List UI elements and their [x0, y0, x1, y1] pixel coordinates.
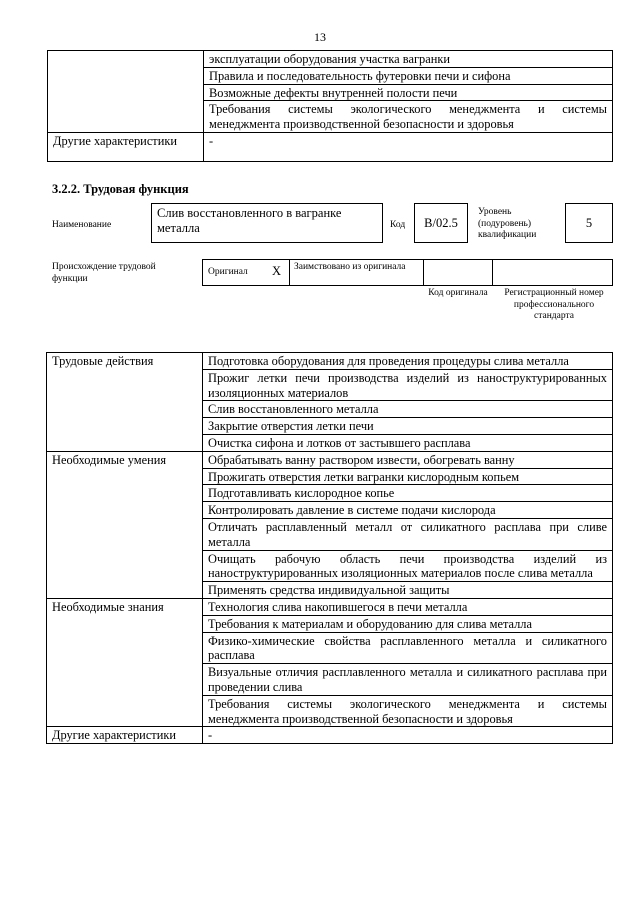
table-row — [47, 598, 613, 615]
level-label: Уровень (подуровень) квалификации — [478, 207, 537, 240]
row-item: Правила и последовательность футеровки печи и сифона — [204, 67, 613, 84]
code-label: Код — [390, 220, 406, 230]
row-label: Необходимые знания — [47, 598, 203, 726]
original-mark: X — [272, 264, 282, 278]
level-value: 5 — [585, 216, 593, 230]
row-item: Физико-химические свойства расплавленного металла и силикатного расплава — [203, 632, 613, 664]
row-label — [48, 51, 204, 133]
table-row — [48, 132, 613, 161]
row-item: Слив восстановленного металла — [203, 401, 613, 418]
origin-divider — [289, 259, 290, 286]
row-item: Требования системы экологического менеджмента и системы менеджмента производственной безопасности и здоровья — [203, 695, 613, 727]
row-label: Трудовые действия — [47, 353, 203, 452]
row-label: Другие характеристики — [48, 132, 204, 161]
code-original-label: Код оригинала — [428, 288, 488, 298]
row-item: Применять средства индивидуальной защиты — [203, 582, 613, 599]
origin-divider — [492, 259, 493, 286]
row-item: Очищать рабочую область печи производства изделий из наноструктурированных изоляционных материалов после слива металла — [203, 550, 613, 582]
table-row — [48, 51, 613, 68]
row-item: Закрытие отверстия летки печи — [203, 418, 613, 435]
code-value: B/02.5 — [424, 216, 458, 230]
table-row — [47, 353, 613, 370]
row-item: Прожигать отверстия летки вагранки кислородным копьем — [203, 468, 613, 485]
row-item: - — [204, 132, 613, 161]
row-item: Обрабатывать ванну раствором извести, обогревать ванну — [203, 451, 613, 468]
row-item: Подготовка оборудования для проведения процедуры слива металла — [203, 353, 613, 370]
borrowed-label: Заимствовано из оригинала — [294, 262, 406, 272]
row-item: Требования к материалам и оборудованию для слива металла — [203, 615, 613, 632]
origin-divider — [423, 259, 424, 286]
row-item: Контролировать давление в системе подачи кислорода — [203, 502, 613, 519]
row-item: эксплуатации оборудования участка вагранки — [204, 51, 613, 68]
row-label: Другие характеристики — [47, 727, 203, 744]
original-label: Оригинал — [208, 267, 248, 277]
row-item: Возможные дефекты внутренней полости печи — [204, 84, 613, 101]
row-label: Необходимые умения — [47, 451, 203, 598]
row-item: Требования системы экологического менеджмента и системы менеджмента производственной безопасности и здоровья — [204, 101, 613, 133]
section-heading: 3.2.2. Трудовая функция — [52, 182, 189, 196]
row-item: - — [203, 727, 613, 744]
origin-label: Происхождение трудовой функции — [52, 262, 156, 284]
row-item: Отличать расплавленный металл от силикатного расплава при сливе металла — [203, 518, 613, 550]
table-row — [47, 451, 613, 468]
knowledge-table-continued — [47, 50, 613, 162]
row-item: Технология слива накопившегося в печи металла — [203, 598, 613, 615]
row-item: Визуальные отличия расплавленного металла и силикатного расплава при проведении слива — [203, 664, 613, 696]
row-item: Очистка сифона и лотков от застывшего расплава — [203, 434, 613, 451]
name-value: Слив восстановленного в вагранке металла — [157, 206, 342, 235]
page-number: 13 — [314, 30, 326, 44]
table-row — [47, 727, 613, 744]
reg-number-label: Регистрационный номер профессионального стандарта — [504, 288, 604, 321]
row-item: Прожиг летки печи производства изделий из наноструктурированных изоляционных материалов — [203, 369, 613, 401]
name-label: Наименование — [52, 220, 112, 230]
labor-function-table — [46, 352, 613, 744]
row-item: Подготавливать кислородное копье — [203, 485, 613, 502]
